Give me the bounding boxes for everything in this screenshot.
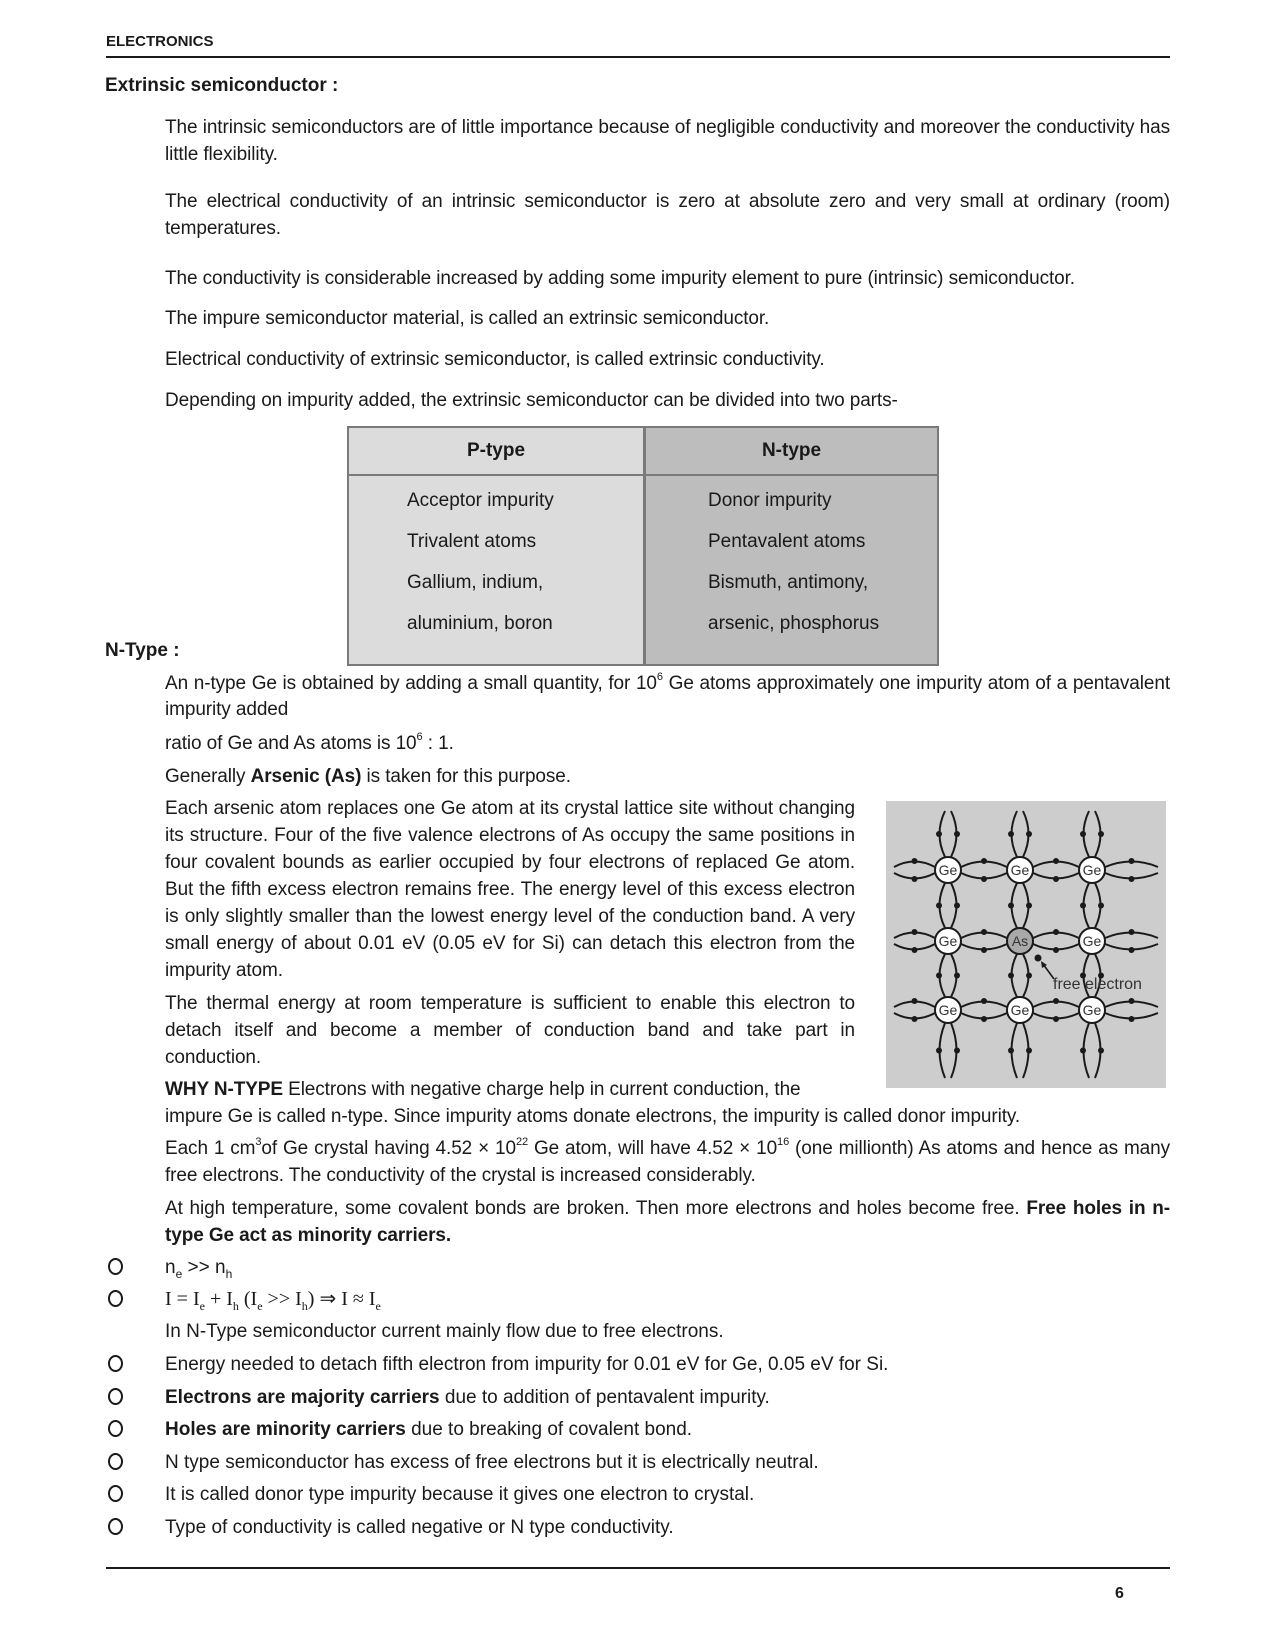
atom-label: Ge [938,1002,958,1018]
electron-dot [912,876,918,882]
circle-bullet-icon [108,1485,123,1502]
circle-bullet-icon [108,1518,123,1535]
paragraph: At high temperature, some covalent bonds are broken. Then more electrons and holes become free. Free holes in n-type Ge act as minority carriers. [165,1198,1170,1246]
atom-label: Ge [1010,1002,1030,1018]
electron-dot [1080,1048,1086,1054]
bullet-marker [108,1388,123,1411]
electron-dot [981,858,987,864]
electron-dot [1008,903,1014,909]
electron-dot [1129,998,1135,1004]
free-electron-dot [1035,955,1042,962]
equation-current: $I = I_e + I_h$ $(I_e >> I_h)$ ⇒ $I \approx I_e$ [165,1288,381,1313]
bullet-item: Energy needed to detach fifth electron from impurity for 0.01 eV for Ge, 0.05 eV for Si. [165,1354,889,1375]
electron-dot [1080,903,1086,909]
n-type-column [645,475,939,665]
electron-dot [1129,929,1135,935]
electron-dot [1053,876,1059,882]
paragraph: In N-Type semiconductor current mainly flow due to free electrons. [165,1321,724,1342]
bullet-item: N type semiconductor has excess of free electrons but it is electrically neutral. [165,1452,819,1473]
bullet-marker [108,1453,123,1476]
electron-dot [981,947,987,953]
electron-dot [936,903,942,909]
electron-dot [1129,876,1135,882]
electron-dot [1026,831,1032,837]
table-header-p-type: P-type [348,427,645,475]
electron-dot [912,929,918,935]
bullet-marker [108,1485,123,1508]
table-cell: Acceptor impurity [407,490,554,511]
atom-label: Ge [1082,862,1102,878]
circle-bullet-icon [108,1355,123,1372]
paragraph: The thermal energy at room temperature is sufficient to enable this electron to detach itself and become a member of conduction band and take part in conduction. [165,993,855,1068]
section-heading-extrinsic: Extrinsic semiconductor : [105,75,339,96]
electron-dot [981,998,987,1004]
paragraph: The intrinsic semiconductors are of little importance because of negligible conductivity and moreover the conductivity has little flexibility. [165,117,1170,165]
paragraph: ratio of Ge and As atoms is $10^6$ : 1. [165,731,454,754]
electron-dot [954,903,960,909]
circle-bullet-icon [108,1258,123,1275]
electron-dot [912,947,918,953]
electron-dot [1026,973,1032,979]
atom-label: Ge [1082,1002,1102,1018]
atom-label: Ge [938,933,958,949]
electron-dot [1008,1048,1014,1054]
header-rule [106,56,1170,58]
atom-label: Ge [938,862,958,878]
page-number: 6 [1115,1585,1124,1602]
bullet-item: Holes are minority carriers due to breaking of covalent bond. [165,1419,693,1440]
table-cell: Pentavalent atoms [708,531,866,552]
electron-dot [912,1016,918,1022]
atom-label: Ge [1010,862,1030,878]
table-header-n-type: N-type [645,427,939,475]
electron-dot [1053,858,1059,864]
atom-label: As [1011,933,1029,949]
paragraph: The conductivity is considerable increased by adding some impurity element to pure (intrinsic) semiconductor. [165,268,1075,289]
table-cell: Donor impurity [708,490,832,511]
equation-ne-nh: $n_e >> n_h$ [165,1257,233,1281]
electron-dot [954,1048,960,1054]
section-heading-n-type: N-Type : [105,640,180,661]
electron-dot [981,876,987,882]
electron-dot [1129,947,1135,953]
paragraph: The impure semiconductor material, is called an extrinsic semiconductor. [165,308,770,329]
electron-dot [1098,1048,1104,1054]
electron-dot [1008,973,1014,979]
bullet-item: Type of conductivity is called negative or N type conductivity. [165,1517,674,1538]
electron-dot [1129,858,1135,864]
table-cell: Gallium, indium, [407,572,544,593]
paragraph: WHY N-TYPE Electrons with negative charge help in current conduction, the [165,1079,801,1100]
bullet-item: Electrons are majority carriers due to addition of pentavalent impurity. [165,1387,770,1408]
running-header: ELECTRONICS [106,33,214,50]
paragraph: An n-type Ge is obtained by adding a small quantity, for $10^6$ Ge atoms approximately one impurity atom of a pentavalent impurity added [165,671,1170,720]
electron-dot [1026,903,1032,909]
electron-dot [1098,831,1104,837]
bullet-marker [108,1355,123,1378]
electron-dot [912,998,918,1004]
paragraph: Each arsenic atom replaces one Ge atom at its crystal lattice site without changing its structure. Four of the five valence electrons of As occupy the same positions in four covalent bounds as earlier occupied by four electrons of replaced Ge atom. But the fifth excess electron remains free. The energy level of this excess electron is only slightly smaller than the lowest energy level of the conduction band. A very small energy of about 0.01 eV (0.05 eV for Si) can detach this electron from the impurity atom. [165,798,855,981]
paragraph: Depending on impurity added, the extrinsic semiconductor can be divided into two parts- [165,390,898,411]
electron-dot [1008,831,1014,837]
electron-dot [1053,947,1059,953]
electron-dot [936,831,942,837]
table-cell: aluminium, boron [407,613,553,634]
table-cell: Bismuth, antimony, [708,572,869,593]
electron-dot [981,929,987,935]
paragraph: impure Ge is called n-type. Since impurity atoms donate electrons, the impurity is called donor impurity. [165,1106,1021,1127]
circle-bullet-icon [108,1420,123,1437]
paragraph: The electrical conductivity of an intrinsic semiconductor is zero at absolute zero and very small at ordinary (room) temperatures. [165,191,1170,239]
circle-bullet-icon [108,1453,123,1470]
lattice-svg [886,801,1166,1088]
electron-dot [981,1016,987,1022]
electron-dot [1098,903,1104,909]
electron-dot [954,831,960,837]
bullet-marker [108,1518,123,1541]
table-cell: Trivalent atoms [407,531,537,552]
electron-dot [936,973,942,979]
p-n-type-comparison-table [347,426,939,666]
electron-dot [1080,831,1086,837]
bullet-marker [108,1258,123,1281]
electron-dot [1129,1016,1135,1022]
electron-dot [1053,998,1059,1004]
free-electron-label: free electron [1053,976,1142,993]
electron-dot [912,858,918,864]
footer-rule [106,1567,1170,1569]
paragraph: Electrical conductivity of extrinsic semiconductor, is called extrinsic conductivity. [165,349,825,370]
circle-bullet-icon [108,1290,123,1307]
atom-label: Ge [1082,933,1102,949]
electron-dot [1053,1016,1059,1022]
electron-dot [936,1048,942,1054]
electron-dot [1053,929,1059,935]
paragraph: Generally Arsenic (As) is taken for this purpose. [165,766,571,787]
electron-dot [1026,1048,1032,1054]
paragraph: Each 1 $cm^3of$ Ge crystal having $4.52 \times 10^{22}$ Ge atom, will have $4.52 \times 10^{16}$ (one millionth) As atoms and hence as many free electrons. The conductivity of the crystal is increased considerably. [165,1136,1171,1186]
n-type-crystal-lattice-diagram [886,801,1166,1088]
bullet-marker [108,1290,123,1313]
bullet-marker [108,1420,123,1443]
p-type-column [348,475,645,665]
table-cell: arsenic, phosphorus [708,613,880,634]
circle-bullet-icon [108,1388,123,1405]
electron-dot [954,973,960,979]
bullet-item: It is called donor type impurity because it gives one electron to crystal. [165,1484,755,1505]
